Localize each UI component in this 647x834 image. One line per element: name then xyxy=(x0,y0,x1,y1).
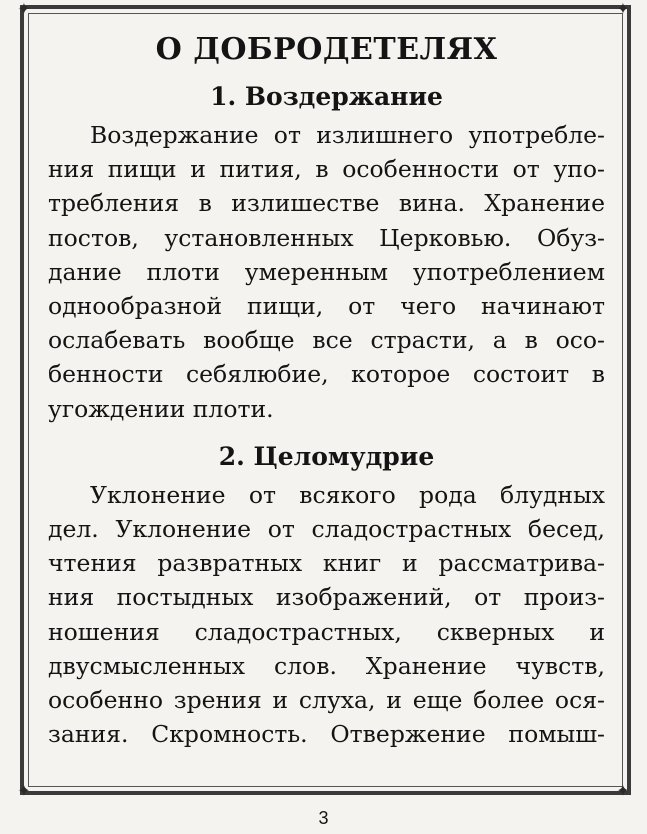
text-line: Воздержание от излишнего употребле- xyxy=(90,121,605,149)
section-paragraph xyxy=(48,118,605,426)
text-line: ношения сладострастных, скверных и xyxy=(48,617,605,646)
text-line: ослабевать вообще все страсти, а в осо- xyxy=(48,326,605,355)
page-content xyxy=(48,22,605,751)
text-line: бенности себялюбие, которое состоит в xyxy=(48,360,605,389)
section-heading: 2. Целомудрие xyxy=(218,441,435,471)
page-number: 3 xyxy=(318,808,329,828)
text-line: требления в излишестве вина. Хранение xyxy=(48,189,605,218)
text-line: дание плоти умеренным употреблением xyxy=(48,257,605,286)
page-title: О ДОБРОДЕТЕЛЯХ xyxy=(155,32,498,67)
section-spacer xyxy=(48,426,605,440)
text-line: зания. Скромность. Отвержение помыш- xyxy=(48,720,605,749)
text-line: чтения развратных книг и рассматрива- xyxy=(48,549,605,578)
corner-ornament-icon: ✦ xyxy=(616,781,630,800)
corner-ornament-icon: ✦ xyxy=(17,0,31,18)
corner-ornament-icon: ✦ xyxy=(17,781,31,800)
text-line: дел. Уклонение от сладострастных бесед, xyxy=(48,515,605,544)
text-line: двусмысленных слов. Хранение чувств, xyxy=(48,651,605,680)
text-line: Уклонение от всякого рода блудных xyxy=(90,480,605,509)
text-line: ния пищи и пития, в особенности от упо- xyxy=(48,155,605,184)
text-line: угождении плоти. xyxy=(48,394,274,423)
text-line: ния постыдных изображений, от произ- xyxy=(48,583,605,612)
text-line: постов, установленных Церковью. Обуз- xyxy=(48,223,605,252)
text-line: однообразной пищи, от чего начинают xyxy=(48,292,605,321)
section-heading: 1. Воздержание xyxy=(210,82,443,111)
corner-ornament-icon: ✦ xyxy=(616,0,630,18)
text-line: особенно зрения и слуха, и еще более ося- xyxy=(48,686,605,715)
section-paragraph xyxy=(48,478,605,752)
